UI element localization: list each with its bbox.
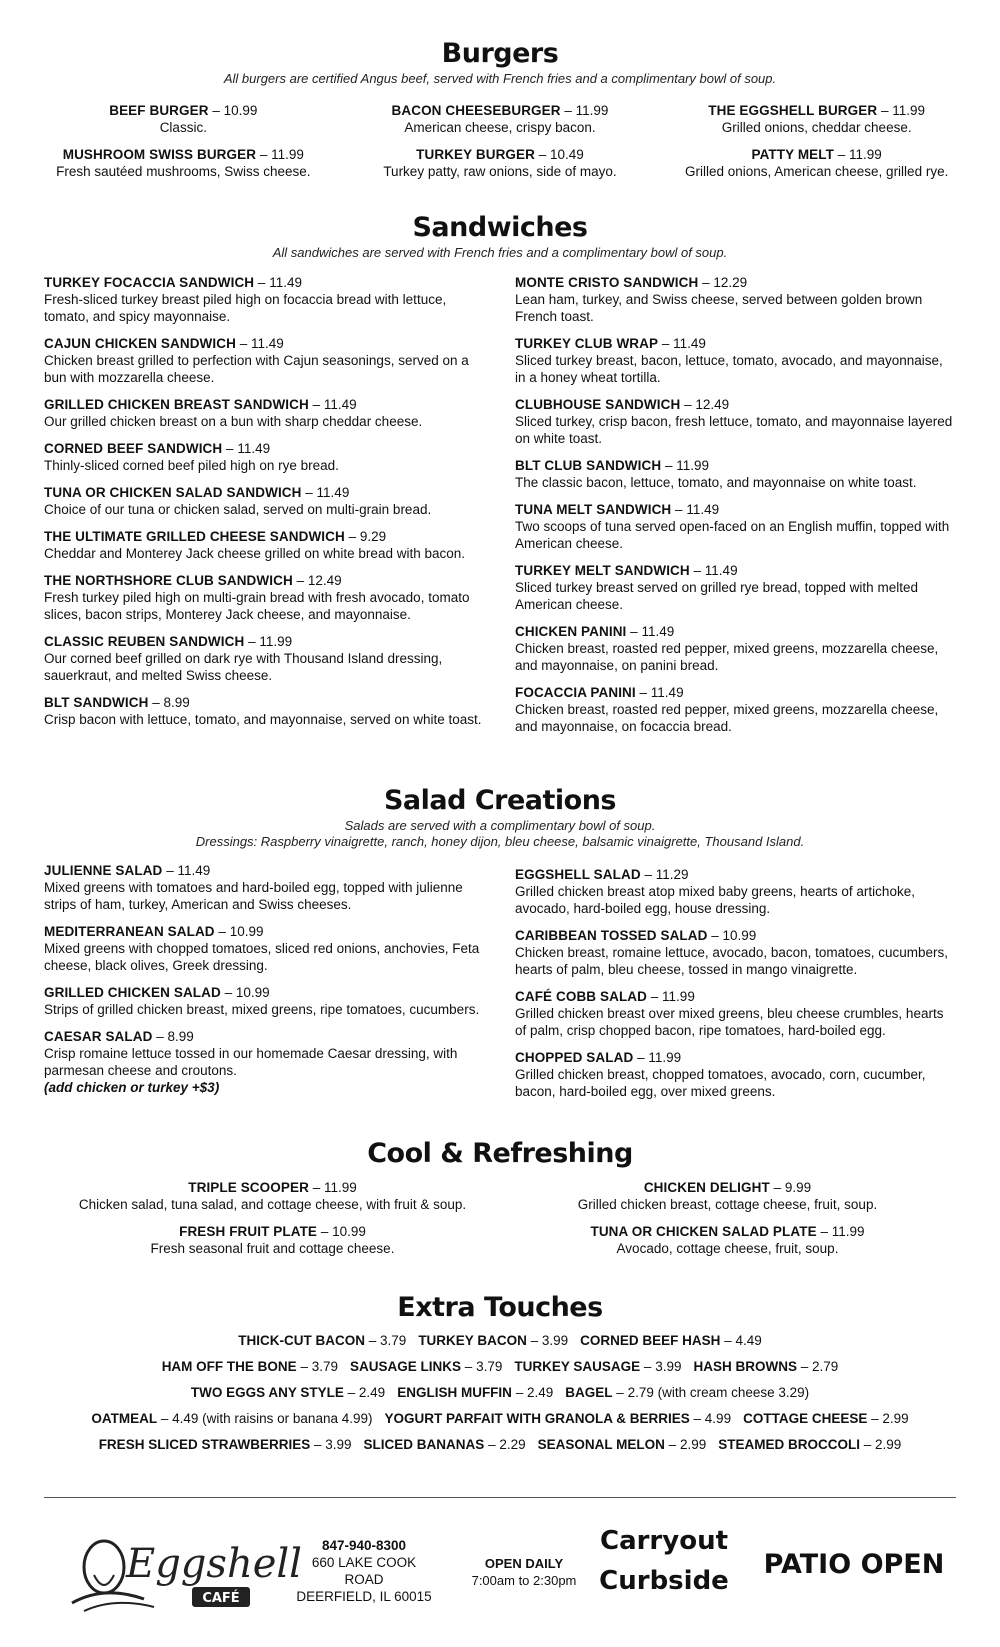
item-price: 3.79: [311, 1359, 339, 1374]
burgers-section: [0, 38, 1000, 190]
item-price: 3.99: [655, 1359, 682, 1374]
section-title: Extra Touches: [397, 1292, 603, 1323]
eggshell-logo: [64, 1515, 302, 1620]
extras-row: [0, 1411, 1000, 1426]
item-name: CHICKEN PANINI: [515, 624, 627, 639]
cool-column-right: [515, 1179, 940, 1267]
section-title: Burgers: [441, 38, 559, 69]
menu-item: [515, 623, 956, 674]
extra-item: [538, 1437, 707, 1452]
carryout-label: Carryout: [599, 1526, 729, 1556]
price-dash: –: [711, 928, 719, 943]
item-description: Grilled onions, cheddar cheese.: [721, 120, 912, 135]
item-description: Our grilled chicken breast on a bun with sharp cheddar cheese.: [44, 414, 423, 429]
item-description: Fresh seasonal fruit and cottage cheese.: [150, 1241, 395, 1256]
item-name: TUNA OR CHICKEN SALAD PLATE: [590, 1224, 817, 1239]
item-price: 11.29: [655, 867, 689, 882]
item-name: PATTY MELT: [751, 147, 834, 162]
menu-item: [515, 457, 956, 491]
extra-item: [350, 1359, 502, 1374]
item-name: THE NORTHSHORE CLUB SANDWICH: [44, 573, 293, 588]
item-price: 11.99: [259, 634, 293, 649]
item-price: 10.99: [332, 1224, 366, 1239]
price-dash: –: [650, 989, 659, 1004]
contact-block: [294, 1537, 434, 1605]
item-description: Chicken breast grilled to perfection with Cajun seasonings, served on a bun with mozzarella cheese.: [44, 353, 469, 385]
item-price: 10.99: [223, 103, 258, 118]
item-name: HASH BROWNS: [693, 1359, 797, 1374]
menu-item: [44, 274, 485, 325]
menu-item: [44, 984, 485, 1018]
egg-logo-icon: [64, 1515, 302, 1620]
menu-item: [60, 1223, 485, 1257]
salads-section: [0, 785, 1000, 1110]
item-price: 2.79 (with cream cheese 3.29): [627, 1385, 810, 1400]
price-dash: –: [464, 1359, 473, 1374]
item-name: BEEF BURGER: [109, 103, 209, 118]
item-description: Crisp bacon with lettuce, tomato, and mayonnaise, served on white toast.: [44, 712, 482, 727]
item-description: Grilled onions, American cheese, grilled rye.: [684, 164, 949, 179]
item-name: EGGSHELL SALAD: [515, 867, 641, 882]
item-price: 10.99: [229, 924, 264, 939]
menu-item: [663, 146, 970, 180]
item-price: 11.49: [177, 863, 211, 878]
item-name: GRILLED CHICKEN BREAST SANDWICH: [44, 397, 309, 412]
item-name: FRESH FRUIT PLATE: [179, 1224, 318, 1239]
item-description: Grilled chicken breast over mixed greens, bleu cheese crumbles, hearts of palm, crisp chopped bacon, ripe tomatoes, hard-boiled egg.: [515, 1006, 944, 1038]
menu-item: [515, 1049, 956, 1100]
price-dash: –: [226, 441, 234, 456]
price-dash: –: [313, 1437, 322, 1452]
extras-list: [0, 1333, 1000, 1452]
item-price: 11.99: [648, 1050, 682, 1065]
item-price: 2.99: [875, 1437, 902, 1452]
item-name: MONTE CRISTO SANDWICH: [515, 275, 699, 290]
sandwich-column-right: [515, 274, 956, 745]
item-name: STEAMED BROCCOLI: [718, 1437, 860, 1452]
price-dash: –: [538, 147, 547, 162]
menu-item: [515, 335, 956, 386]
item-name: CLASSIC REUBEN SANDWICH: [44, 634, 245, 649]
price-dash: –: [664, 458, 673, 473]
item-note: (add chicken or turkey +$3): [44, 1080, 220, 1095]
menu-item: [44, 528, 485, 562]
item-name: MEDITERRANEAN SALAD: [44, 924, 215, 939]
extra-item: [238, 1333, 406, 1348]
salad-column-right: [515, 862, 956, 1110]
item-name: TURKEY BACON: [418, 1333, 527, 1348]
item-description: Sliced turkey, crisp bacon, fresh lettuce, tomato, and mayonnaise layered on white toast.: [515, 414, 953, 446]
item-price: 3.99: [541, 1333, 569, 1348]
extra-item: [693, 1359, 838, 1374]
item-description: Turkey patty, raw onions, side of mayo.: [383, 164, 617, 179]
item-name: OATMEAL: [91, 1411, 158, 1426]
price-dash: –: [239, 336, 248, 351]
item-description: Crisp romaine lettuce tossed in our homemade Caesar dressing, with parmesan cheese and croutons.: [44, 1046, 458, 1078]
price-dash: –: [637, 1050, 645, 1065]
item-name: SLICED BANANAS: [363, 1437, 485, 1452]
item-price: 10.49: [550, 147, 584, 162]
extras-row: [0, 1385, 1000, 1400]
item-name: BAGEL: [565, 1385, 613, 1400]
price-dash: –: [643, 1359, 652, 1374]
price-dash: –: [702, 275, 710, 290]
item-price: 2.49: [358, 1385, 386, 1400]
item-name: CLUBHOUSE SANDWICH: [515, 397, 681, 412]
sandwich-column-left: [44, 274, 485, 745]
item-name: JULIENNE SALAD: [44, 863, 163, 878]
item-price: 11.99: [849, 147, 882, 162]
price-dash: –: [320, 1224, 329, 1239]
item-description: Choice of our tuna or chicken salad, served on multi-grain bread.: [44, 502, 432, 517]
item-price: 11.99: [323, 1180, 357, 1195]
price-dash: –: [724, 1333, 732, 1348]
item-name: CORNED BEEF SANDWICH: [44, 441, 223, 456]
price-dash: –: [312, 397, 321, 412]
item-price: 11.99: [676, 458, 710, 473]
item-price: 8.99: [167, 1029, 194, 1044]
extra-item: [514, 1359, 681, 1374]
menu-item: [515, 684, 956, 735]
item-description: Strips of grilled chicken breast, mixed greens, ripe tomatoes, cucumbers.: [44, 1002, 480, 1017]
address-line-2: DEERFIELD, IL 60015: [296, 1589, 432, 1604]
address-line-1: 660 LAKE COOK ROAD: [311, 1555, 417, 1587]
price-dash: –: [616, 1385, 624, 1400]
menu-item: [44, 923, 485, 974]
patio-open-label: PATIO OPEN: [763, 1549, 945, 1580]
item-description: Grilled chicken breast, chopped tomatoes, avocado, corn, cucumber, bacon, hard-boiled egg, over mixed greens.: [515, 1067, 926, 1099]
item-price: 11.49: [269, 275, 302, 290]
menu-item: [44, 440, 485, 474]
item-description: Grilled chicken breast, cottage cheese, fruit, soup.: [577, 1197, 878, 1212]
item-name: TUNA OR CHICKEN SALAD SANDWICH: [44, 485, 302, 500]
item-price: 11.49: [237, 441, 271, 456]
extra-item: [718, 1437, 901, 1452]
item-price: 11.99: [892, 103, 926, 118]
sandwich-grid: [0, 274, 1000, 745]
item-price: 11.49: [323, 397, 357, 412]
item-name: TURKEY CLUB WRAP: [515, 336, 659, 351]
item-price: 11.49: [251, 336, 284, 351]
item-description: Avocado, cottage cheese, fruit, soup.: [616, 1241, 839, 1256]
extra-item: [397, 1385, 553, 1400]
item-price: 10.99: [235, 985, 270, 1000]
price-dash: –: [348, 529, 357, 544]
cool-section: [0, 1138, 1000, 1267]
item-price: 11.99: [271, 147, 304, 162]
sandwiches-section: [0, 212, 1000, 745]
item-name: THICK-CUT BACON: [238, 1333, 365, 1348]
price-dash: –: [224, 985, 233, 1000]
price-dash: –: [880, 103, 889, 118]
price-dash: –: [305, 485, 313, 500]
item-price: 2.49: [526, 1385, 554, 1400]
item-description: Mixed greens with tomatoes and hard-boiled egg, topped with julienne strips of ham, turkey, American and Swiss cheeses.: [44, 880, 463, 912]
menu-item: [44, 572, 485, 623]
menu-item: [347, 102, 654, 136]
menu-item: [30, 102, 337, 136]
item-price: 2.99: [882, 1411, 909, 1426]
item-price: 11.49: [650, 685, 684, 700]
item-name: GRILLED CHICKEN SALAD: [44, 985, 221, 1000]
section-subtitle: All burgers are certified Angus beef, served with French fries and a complimentary bowl of soup.: [223, 71, 777, 86]
price-dash: –: [312, 1180, 321, 1195]
item-name: FOCACCIA PANINI: [515, 685, 636, 700]
item-name: CHICKEN DELIGHT: [643, 1180, 770, 1195]
item-price: 11.49: [704, 563, 738, 578]
item-price: 3.79: [380, 1333, 407, 1348]
extra-item: [565, 1385, 809, 1400]
section-subtitle: Salads are served with a complimentary bowl of soup.: [344, 818, 656, 833]
section-title: Sandwiches: [412, 212, 588, 243]
salad-grid: [0, 862, 1000, 1110]
cool-column-left: [60, 1179, 485, 1267]
item-description: Sliced turkey breast, bacon, lettuce, tomato, avocado, and mayonnaise, in a honey wheat tortilla.: [515, 353, 943, 385]
price-dash: –: [160, 1411, 169, 1426]
item-name: TURKEY MELT SANDWICH: [515, 563, 690, 578]
footer-divider: [44, 1497, 956, 1498]
price-dash: –: [668, 1437, 677, 1452]
item-price: 10.99: [722, 928, 757, 943]
menu-item: [515, 866, 956, 917]
item-description: Two scoops of tuna served open-faced on an English muffin, topped with American cheese.: [515, 519, 950, 551]
price-dash: –: [347, 1385, 356, 1400]
price-dash: –: [212, 103, 220, 118]
item-price: 3.79: [476, 1359, 503, 1374]
item-name: THE EGGSHELL BURGER: [708, 103, 878, 118]
price-dash: –: [564, 103, 572, 118]
extras-row: [0, 1437, 1000, 1452]
item-price: 9.99: [784, 1180, 812, 1195]
price-dash: –: [837, 147, 846, 162]
price-dash: –: [863, 1437, 872, 1452]
menu-item: [44, 1028, 485, 1096]
item-description: Fresh-sliced turkey breast piled high on focaccia bread with lettuce, tomato, and spicy mayonnaise.: [44, 292, 447, 324]
item-description: American cheese, crispy bacon.: [404, 120, 596, 135]
item-name: CAFÉ COBB SALAD: [515, 989, 647, 1004]
item-price: 11.49: [316, 485, 350, 500]
item-price: 2.99: [679, 1437, 707, 1452]
hours-title: OPEN DAILY: [484, 1556, 564, 1571]
phone-number[interactable]: 847-940-8300: [321, 1538, 407, 1553]
item-name: TRIPLE SCOOPER: [188, 1180, 309, 1195]
item-description: Thinly-sliced corned beef piled high on rye bread.: [44, 458, 339, 473]
item-description: Fresh sautéed mushrooms, Swiss cheese.: [56, 164, 311, 179]
menu-item: [515, 1223, 940, 1257]
item-name: SEASONAL MELON: [537, 1437, 665, 1452]
price-dash: –: [693, 1411, 702, 1426]
extra-item: [418, 1333, 568, 1348]
item-description: Chicken breast, roasted red pepper, mixed greens, mozzarella cheese, and mayonnaise, on panini bread.: [515, 641, 939, 673]
menu-item: [515, 274, 956, 325]
extra-item: [191, 1385, 385, 1400]
item-name: BLT SANDWICH: [44, 695, 149, 710]
extra-item: [580, 1333, 762, 1348]
menu-item: [60, 1179, 485, 1213]
price-dash: –: [218, 924, 226, 939]
price-dash: –: [773, 1180, 782, 1195]
extra-item: [364, 1437, 526, 1452]
price-dash: –: [488, 1437, 496, 1452]
price-dash: –: [152, 695, 160, 710]
menu-item: [515, 1179, 940, 1213]
price-dash: –: [257, 275, 266, 290]
price-dash: –: [675, 502, 683, 517]
item-name: FRESH SLICED STRAWBERRIES: [98, 1437, 311, 1452]
item-price: 11.49: [641, 624, 675, 639]
extras-section: [0, 1292, 1000, 1463]
item-price: 12.29: [713, 275, 748, 290]
extra-item: [91, 1411, 372, 1426]
svg-text:CAFÉ: CAFÉ: [202, 1591, 240, 1606]
item-name: SAUSAGE LINKS: [350, 1359, 462, 1374]
item-description: Grilled chicken breast atop mixed baby greens, hearts of artichoke, avocado, hard-boiled egg, house dressing.: [515, 884, 915, 916]
price-dash: –: [639, 685, 648, 700]
item-description: Classic.: [159, 120, 207, 135]
price-dash: –: [259, 147, 268, 162]
menu-item: [44, 694, 485, 728]
menu-item: [515, 501, 956, 552]
price-dash: –: [800, 1359, 809, 1374]
section-title: Cool & Refreshing: [367, 1138, 633, 1169]
footer: [44, 1515, 956, 1625]
item-description: Cheddar and Monterey Jack cheese grilled on white bread with bacon.: [44, 546, 465, 561]
curbside-label: Curbside: [599, 1566, 729, 1596]
menu-item: [44, 335, 485, 386]
item-price: 12.49: [695, 397, 730, 412]
price-dash: –: [368, 1333, 377, 1348]
item-description: Chicken breast, roasted red pepper, mixed greens, mozzarella cheese, and mayonnaise, on focaccia bread.: [515, 702, 939, 734]
price-dash: –: [248, 634, 256, 649]
item-price: 11.99: [662, 989, 695, 1004]
price-dash: –: [156, 1029, 164, 1044]
section-subtitle: All sandwiches are served with French fries and a complimentary bowl of soup.: [272, 245, 728, 260]
menu-item: [515, 562, 956, 613]
item-name: CHOPPED SALAD: [515, 1050, 634, 1065]
salad-column-left: [44, 862, 485, 1110]
price-dash: –: [684, 397, 692, 412]
item-name: MUSHROOM SWISS BURGER: [62, 147, 257, 162]
price-dash: –: [871, 1411, 879, 1426]
price-dash: –: [530, 1333, 539, 1348]
item-price: 11.49: [673, 336, 706, 351]
svg-text:Eggshell: Eggshell: [126, 1541, 302, 1587]
burger-grid: [0, 102, 1000, 190]
item-price: 4.99: [704, 1411, 732, 1426]
extra-item: [385, 1411, 732, 1426]
menu-item: [515, 988, 956, 1039]
menu-item: [44, 484, 485, 518]
item-name: YOGURT PARFAIT WITH GRANOLA & BERRIES: [384, 1411, 690, 1426]
menu-item: [515, 396, 956, 447]
item-price: 4.49 (with raisins or banana 4.99): [172, 1411, 373, 1426]
item-name: ENGLISH MUFFIN: [397, 1385, 512, 1400]
price-dash: –: [166, 863, 174, 878]
item-name: TWO EGGS ANY STYLE: [190, 1385, 344, 1400]
hours-block: [464, 1555, 584, 1589]
item-price: 9.29: [359, 529, 387, 544]
item-name: TURKEY BURGER: [416, 147, 535, 162]
item-description: Fresh turkey piled high on multi-grain bread with fresh avocado, tomato slices, bacon strips, Monterey Jack cheese, and mayonnaise.: [44, 590, 470, 622]
item-price: 11.49: [686, 502, 720, 517]
item-description: Chicken breast, romaine lettuce, avocado, bacon, tomatoes, cucumbers, hearts of palm, bleu cheese, tossed in mango vinaigrette.: [515, 945, 948, 977]
item-price: 2.29: [499, 1437, 526, 1452]
hours-text: 7:00am to 2:30pm: [471, 1573, 577, 1588]
item-price: 4.49: [735, 1333, 762, 1348]
item-description: Mixed greens with chopped tomatoes, sliced red onions, anchovies, Feta cheese, black olives, Greek dressing.: [44, 941, 480, 973]
cool-grid: [0, 1179, 1000, 1267]
item-name: CAESAR SALAD: [44, 1029, 153, 1044]
dressings-note: Dressings: Raspberry vinaigrette, ranch, honey dijon, bleu cheese, balsamic vinaigrette, Thousand Island.: [195, 834, 805, 849]
item-description: Sliced turkey breast served on grilled rye bread, topped with melted American cheese.: [515, 580, 918, 612]
price-dash: –: [661, 336, 670, 351]
item-price: 8.99: [163, 695, 190, 710]
item-name: HAM OFF THE BONE: [161, 1359, 297, 1374]
extra-item: [99, 1437, 352, 1452]
menu-item: [44, 633, 485, 684]
item-price: 11.99: [831, 1224, 865, 1239]
item-name: THE ULTIMATE GRILLED CHEESE SANDWICH: [44, 529, 345, 544]
item-price: 3.99: [325, 1437, 352, 1452]
item-price: 12.49: [307, 573, 342, 588]
item-description: Lean ham, turkey, and Swiss cheese, served between golden brown French toast.: [515, 292, 923, 324]
menu-item: [347, 146, 654, 180]
extras-row: [0, 1333, 1000, 1348]
extras-row: [0, 1359, 1000, 1374]
menu-item: [515, 927, 956, 978]
menu-item: [663, 102, 970, 136]
item-name: CARIBBEAN TOSSED SALAD: [515, 928, 708, 943]
item-price: 2.79: [812, 1359, 839, 1374]
item-description: Our corned beef grilled on dark rye with Thousand Island dressing, sauerkraut, and melted Swiss cheese.: [44, 651, 443, 683]
item-name: BACON CHEESEBURGER: [391, 103, 561, 118]
extra-item: [162, 1359, 338, 1374]
item-name: TUNA MELT SANDWICH: [515, 502, 672, 517]
item-description: Chicken salad, tuna salad, and cottage cheese, with fruit & soup.: [78, 1197, 467, 1212]
menu-item: [44, 396, 485, 430]
section-title: Salad Creations: [383, 785, 617, 816]
item-description: The classic bacon, lettuce, tomato, and mayonnaise on white toast.: [515, 475, 917, 490]
price-dash: –: [296, 573, 305, 588]
item-name: BLT CLUB SANDWICH: [515, 458, 662, 473]
price-dash: –: [300, 1359, 308, 1374]
item-name: TURKEY SAUSAGE: [514, 1359, 641, 1374]
menu-item: [44, 862, 485, 913]
item-name: COTTAGE CHEESE: [743, 1411, 868, 1426]
extra-item: [743, 1411, 909, 1426]
price-dash: –: [693, 563, 702, 578]
item-name: TURKEY FOCACCIA SANDWICH: [44, 275, 255, 290]
item-name: CAJUN CHICKEN SANDWICH: [44, 336, 236, 351]
price-dash: –: [630, 624, 638, 639]
price-dash: –: [820, 1224, 828, 1239]
item-price: 11.99: [575, 103, 609, 118]
carryout-curbside: [599, 1521, 729, 1601]
price-dash: –: [515, 1385, 524, 1400]
item-name: CORNED BEEF HASH: [580, 1333, 721, 1348]
menu-item: [30, 146, 337, 180]
price-dash: –: [644, 867, 652, 882]
